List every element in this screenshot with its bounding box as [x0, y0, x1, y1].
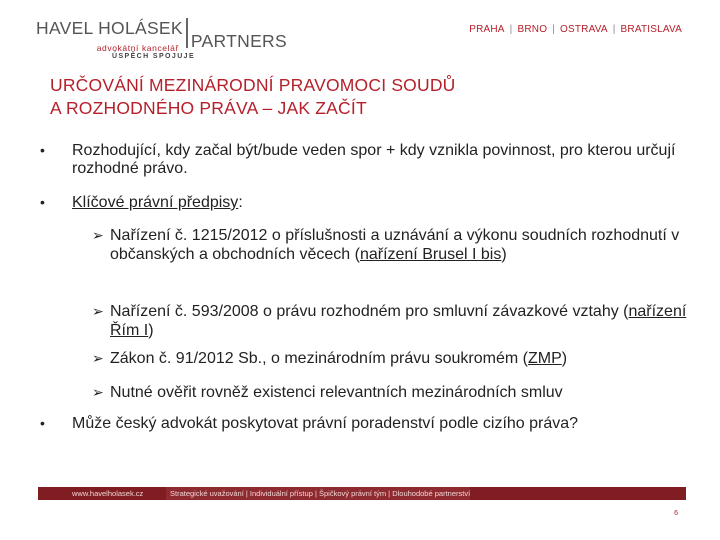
slide-title — [50, 74, 510, 120]
city-brno: BRNO — [517, 24, 548, 35]
office-cities: PRAHA | BRNO | OSTRAVA | BRATISLAVA — [469, 24, 682, 35]
footer-website-link[interactable]: www.havelholasek.cz — [72, 489, 144, 498]
sub-item-rome — [92, 302, 690, 340]
arrow-bullet-icon: ➢ — [92, 303, 104, 319]
arrow-bullet-icon: ➢ — [92, 227, 104, 243]
sub-text-end: ) — [561, 350, 568, 367]
city-ostrava: OSTRAVA — [560, 24, 608, 35]
sub-item-treaties — [92, 383, 690, 402]
city-praha: PRAHA — [469, 24, 505, 35]
sub-text-end: ) — [148, 322, 154, 339]
bullet-text: Rozhodující, kdy začal být/bude veden spor + kdy vznikla povinnost, pro kterou určují rozhodné právo. — [72, 142, 676, 177]
bullet-icon: • — [40, 194, 45, 210]
bullet-item-decisive-time — [36, 142, 686, 177]
bullet-icon: • — [40, 142, 45, 158]
brussels-link[interactable]: nařízení Brusel I bis — [359, 246, 502, 263]
logo-subtitle: advokátní kancelář — [96, 43, 179, 53]
footer-bar — [38, 487, 686, 500]
sub-text: Nutné ověřit rovněž existenci relevantních mezinárodních smluv — [110, 384, 563, 401]
bullet-icon: • — [40, 415, 45, 431]
city-bratislava: BRATISLAVA — [620, 24, 682, 35]
logo-name-right: PARTNERS — [190, 31, 287, 51]
bullet-item-foreign-law — [36, 415, 578, 433]
zmp-link[interactable]: ZMP — [527, 350, 562, 367]
company-logo — [36, 18, 287, 53]
rome-link[interactable]: nařízení Řím I — [110, 303, 687, 339]
logo-tagline: ÚSPĚCH SPOJUJE — [112, 53, 196, 60]
sub-text-end: ) — [501, 246, 507, 263]
footer-claims: Strategické uvažování | Individuální přístup | Špičkový právní tým | Dlouhodobé partnerství — [166, 487, 470, 500]
sub-text: Nařízení č. 1215/2012 o příslušnosti a uznávání a výkonu soudních rozhodnutí v občanských a obchodních věcech ( — [110, 227, 680, 263]
bullet-item-key-regulations — [36, 194, 243, 212]
sub-item-brussels — [92, 226, 690, 264]
title-line-2: A ROZHODNÉHO PRÁVA – JAK ZAČÍT — [50, 98, 367, 118]
sub-item-zmp — [92, 349, 690, 368]
arrow-bullet-icon: ➢ — [92, 350, 104, 366]
sub-text: Zákon č. 91/2012 Sb., o mezinárodním právu soukromém ( — [110, 350, 528, 367]
arrow-bullet-icon: ➢ — [92, 384, 104, 400]
key-regulations-link[interactable]: Klíčové právní předpisy — [72, 194, 239, 211]
title-line-1: URČOVÁNÍ MEZINÁRODNÍ PRAVOMOCI SOUDŮ — [50, 75, 456, 95]
bullet-text-suffix: : — [238, 194, 243, 211]
logo-name-left: HAVEL HOLÁSEK — [36, 18, 183, 38]
page-number: 6 — [674, 510, 678, 517]
sub-text: Nařízení č. 593/2008 o právu rozhodném pro smluvní závazkové vztahy ( — [110, 303, 629, 320]
bullet-text: Může český advokát poskytovat právní poradenství podle cizího práva? — [72, 415, 579, 432]
logo-separator — [186, 18, 188, 48]
